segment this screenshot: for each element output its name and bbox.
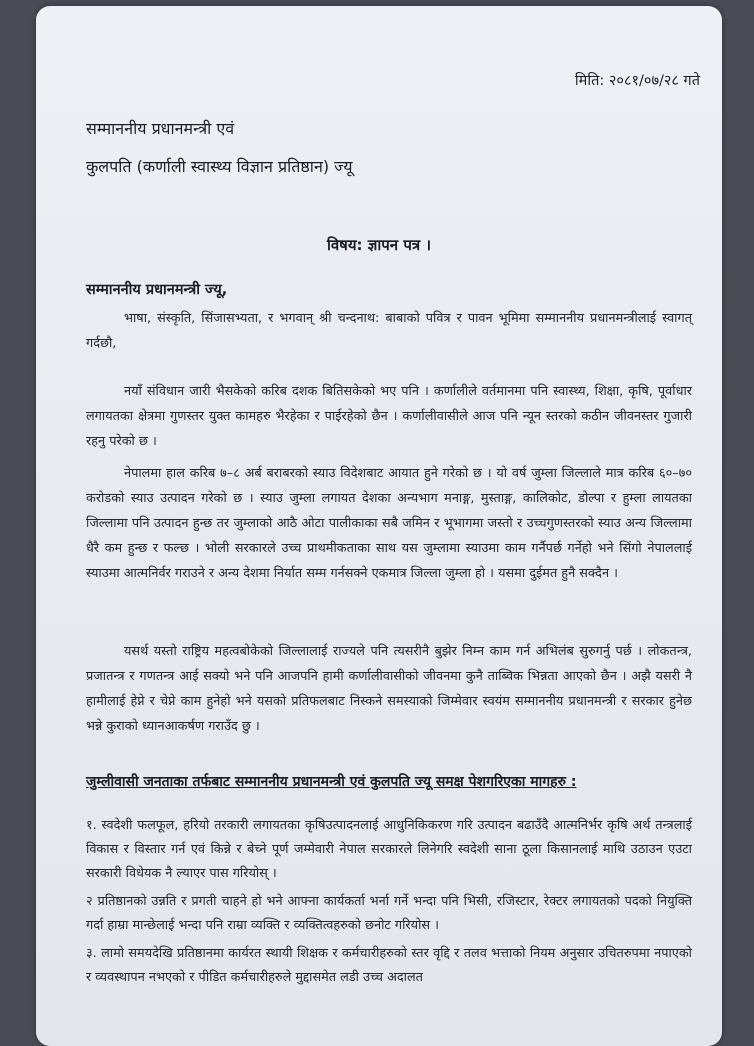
addressee-line-2: कुलपति (कर्णाली स्वास्थ्य विज्ञान प्रतिष्ठान) ज्यू [86,157,353,176]
paragraph-appeal: यसर्थ यस्तो राष्ट्रिय महत्वबोकेको जिल्लालाई राज्यले पनि त्यसरीनै बुझेर निम्न काम गर्न अभिलंब सुरुगर्नु पर्छ । लोकतन्त्र, प्रजातन्त्र र गणतन्त्र आई सक्यो भने पनि आजपनि हामी कर्णालीवासीको जीवनमा कुनै ताब्विक भिन्नता आएको छैन । अझै यसरी नै हामीलाई हेप्ने र चेप्ने काम हुनेहो भने यसको प्रतिफलबाट निस्कने समस्याको जिम्मेवार स्वयंम सम्माननीय प्रधानमन्त्री र सरकार हुनेछ भन्ने कुराको ध्यानआकर्षण गराउँद छु । [86,644,692,734]
paragraph-apple-production: नेपालमा हाल करिब ७–८ अर्ब बराबरको स्याउ विदेशबाट आयात हुने गरेको छ । यो वर्ष जुम्ला जिल्लाले मात्र करिब ६०–७० करोडको स्याउ उत्पादन गरेको छ । स्याउ जुम्ला लगायत देशका अन्यभाग मनाङ्ग, मुस्ताङ्ग, कालिकोट, डोल्पा र हुम्ला लायतका जिल्लामा पनि उत्पादन हुन्छ तर जुम्लाको आठै ओटा पालीकाका सबै जमिन र भूभागमा जस्तो र उच्चगुणस्तरको स्याउ अन्य जिल्लामा धैरै कम हुन्छ र फल्छ । भोली सरकारले उच्च प्राथमीकताका साथ यस जुम्लामा स्याउमा काम गर्नैपर्छ गर्नेहो भने सिंगो नेपाललाई स्याउमा आत्मनिर्वर गराउने र अन्य देशमा निर्यात सम्म गर्नसक्ने एकमात्र जिल्ला जुम्ला हो । यसमा दुईमत हुनै सक्दैन । [86,466,692,581]
letter-subject: विषय: ज्ञापन पत्र । [326,236,432,254]
demand-item: १. स्वदेशी फलफूल, हरियो तरकारी लगायतका कृषिउत्पादनलाई आधुनिकिकरण गरि उत्पादन बढाउँदै आत्मनिर्भर कृषि अर्थ तन्त्रलाई विकास र विस्तार गर्न एवं किन्ने र बेच्ने पूर्ण जम्मेवारी नेपाल सरकारले लिनेगरि स्वदेशी साना ठूला किसानलाई माथि उठाउन एउटा सरकारी विधेयक नै ल्याएर पास गरियोस् । [86,818,692,881]
demand-item: ३. लामो समयदेखि प्रतिष्ठानमा कार्यरत स्थायी शिक्षक र कर्मचारीहरुको स्तर वृद्दि र तलव भत्ताको नियम अनुसार उचितरुपमा नपाएको र व्यवस्थापन नभएको र पीडित कर्मचारीहरुले मुद्दासमेत लडी उच्च अदालत [86,946,692,985]
letter-date: मिति: २०८१/०७/२८ गते [574,73,700,89]
addressee-line-1: सम्माननीय प्रधानमन्त्री एवं [86,119,235,138]
paragraph-context: नयाँ संविधान जारी भैसकेको करिब दशक बितिसकेको भए पनि । कर्णालीले वर्तमानमा पनि स्वास्थ्य, शिक्षा, कृषि, पूर्वाधार लगायतका क्षेत्रमा गुणस्तर युक्त कामहरु भैरहेका र पाईरहेको छैन । कर्णालीवासीले आज पनि न्यून स्तरको कठीन जीवनस्तर गुजारी रहनु परेको छ । [86,384,692,449]
paragraph-welcome: भाषा, संस्कृति, सिंजासभ्यता, र भगवान् श्री चन्दनाथ: बाबाको पवित्र र पावन भूमिमा सम्माननीय प्रधानमन्त्रीलाई स्वागत् गर्दछौ, [86,311,692,351]
demand-item: २ प्रतिष्ठानको उन्नति र प्रगती चाहने हो भने आफ्ना कार्यकर्ता भर्ना गर्ने भन्दा पनि भिसी, रजिस्टार, रेक्टर लगायतको पदको नियुक्ति गर्दा हाम्रा मान्छेलाई भन्दा पनि राम्रा व्यक्ति र व्यक्तित्वहरुको छनोट गरियोस । [86,894,692,933]
letter-salutation: सम्माननीय प्रधानमन्त्री ज्यू, [86,282,228,298]
letter-page [36,6,722,1046]
demands-heading: जुम्लीवासी जनताका तर्फबाट सम्माननीय प्रधानमन्त्री एवं कुलपति ज्यू समक्ष पेशगरिएका मागहरु : [86,774,577,790]
